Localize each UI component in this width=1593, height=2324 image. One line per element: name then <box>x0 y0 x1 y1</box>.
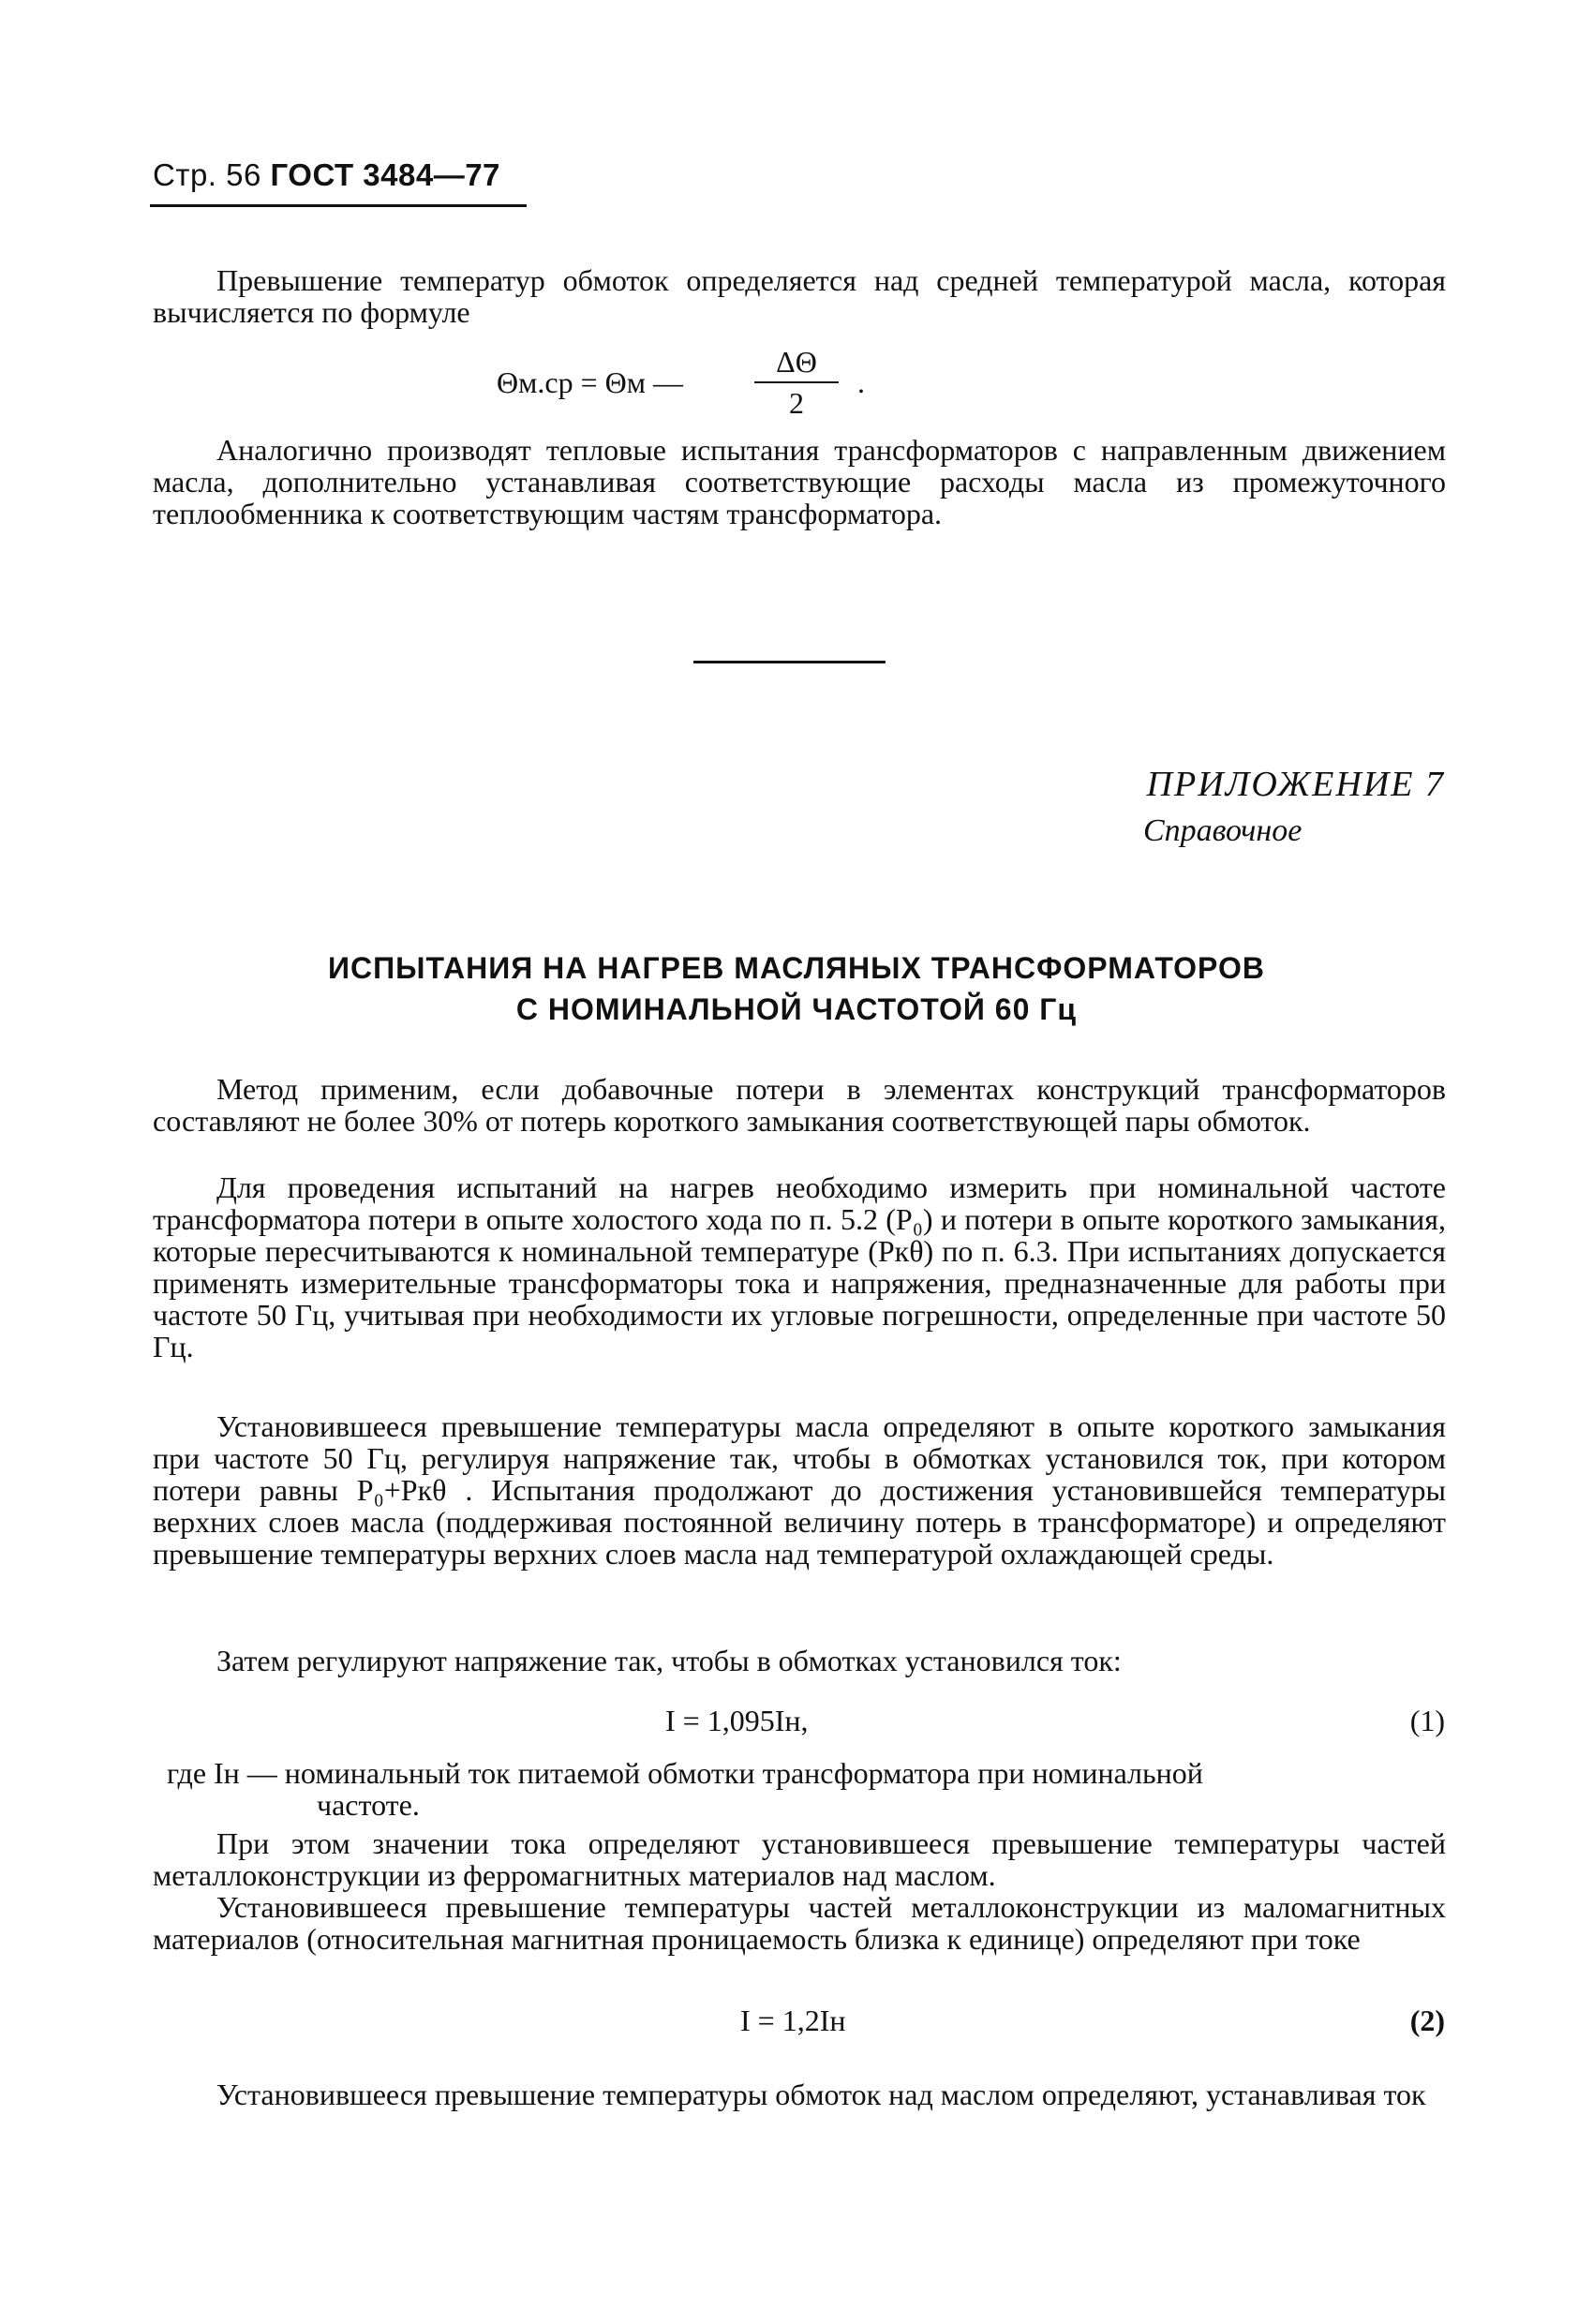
page-number: Стр. 56 <box>153 157 261 192</box>
formula-numerator: ΔΘ <box>776 345 817 379</box>
formula-lhs: Θм.ср = Θм — <box>497 365 683 399</box>
header-rule <box>150 204 527 207</box>
formula-mean-oil-temp <box>497 365 683 400</box>
section-heading-line-2: С НОМИНАЛЬНОЙ ЧАСТОТОЙ 60 Гц <box>515 992 1078 1026</box>
body-paragraph-7: Установившееся превышение температуры обмоток над маслом определяют, устанавливая ток <box>216 2078 1426 2111</box>
formula-denominator: 2 <box>789 386 804 420</box>
section-separator <box>693 661 886 663</box>
equation-1-number: (1) <box>1409 1704 1445 1737</box>
body-paragraph-2: Для проведения испытаний на нагрев необходимо измерить при номинальной частоте трансформатора потери в опыте холостого хода по п. 5.2 (P₀) и потери в опыте короткого замыкания, которые пересчитываются к номинальной температуре (Pкθ) по п. 6.3. При испытаниях допускается применять измерительные трансформаторы тока и напряжения, предназначенные для работы при частоте 50 Гц, учитывая при необходимости их угловые погрешности, определенные при частоте 50 Гц. <box>153 1170 1446 1363</box>
standard-code: ГОСТ 3484—77 <box>270 157 500 192</box>
appendix-title: ПРИЛОЖЕНИЕ 7 <box>1146 765 1445 804</box>
page-header <box>153 157 500 193</box>
section-heading-line-1: ИСПЫТАНИЯ НА НАГРЕВ МАСЛЯНЫХ ТРАНСФОРМАТОРОВ <box>328 951 1265 985</box>
body-paragraph-3: Установившееся превышение температуры масла определяют в опыте короткого замыкания при частоте 50 Гц, регулируя напряжение так, чтобы в обмотках установился ток, при котором потери равны P₀+Pкθ . Испытания продолжают до достижения установившейся температуры верхних слоев масла (поддерживая постоянной величину потерь в трансформаторе) и определяют превышение температуры верхних слоев масла над температурой охлаждающей среды. <box>153 1409 1446 1571</box>
body-paragraph-5: При этом значении тока определяют установившееся превышение температуры частей металлоконструкции из ферромагнитных материалов над маслом. <box>153 1826 1446 1892</box>
body-paragraph-4: Затем регулируют напряжение так, чтобы в обмотках установился ток: <box>216 1644 1122 1677</box>
equation-1: I = 1,095Iн, <box>665 1704 809 1737</box>
body-paragraph-1: Метод применим, если добавочные потери в элементах конструкций трансформаторов составляют не более 30% от потерь короткого замыкания соответствующей пары обмоток. <box>153 1072 1446 1138</box>
intro-paragraph-1: Превышение температур обмоток определяется над средней температурой масла, которая вычисляется по формуле <box>153 263 1446 329</box>
body-paragraph-6: Установившееся превышение температуры частей металлоконструкции из маломагнитных материалов (относительная магнитная проницаемость близка к единице) определяют при токе <box>153 1890 1446 1956</box>
appendix-subtitle: Справочное <box>1143 813 1303 848</box>
where-clause-continuation: частоте. <box>317 1788 420 1822</box>
formula-fraction-bar <box>754 381 839 383</box>
equation-2: I = 1,2Iн <box>740 2004 846 2037</box>
equation-2-number: (2) <box>1409 2004 1445 2037</box>
where-clause: где Iн — номинальный ток питаемой обмотки трансформатора при номинальной <box>167 1756 1203 1790</box>
formula-end: . <box>857 365 865 399</box>
intro-paragraph-2: Аналогично производят тепловые испытания трансформаторов с направленным движением масла, дополнительно устанавливая соответствующие расходы масла из промежуточного теплообменника к соответствующим частям трансформатора. <box>153 433 1446 530</box>
